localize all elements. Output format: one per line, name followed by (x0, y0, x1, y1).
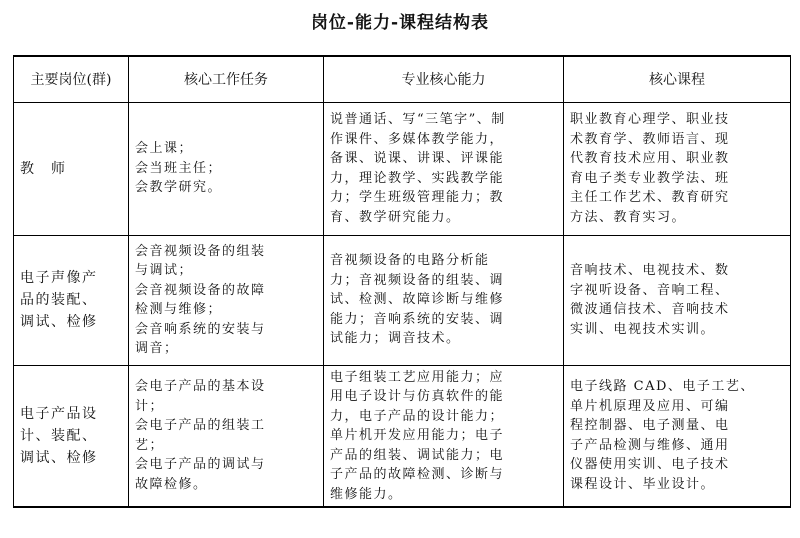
cell-line: 会电子产品的基本设 (135, 379, 266, 395)
cell-line: 微波通信技术、音响技术 (570, 302, 730, 317)
cell-line: 仪器使用实训、电子技术 (570, 457, 730, 473)
cell-line: 说普通话、写“三笔字”、制 (330, 112, 506, 127)
cell-line: 备课、说课、讲课、评课能 (330, 151, 505, 166)
cell-line: 方法、教育实习。 (570, 209, 687, 225)
cell-line: 计、装配、 (20, 427, 98, 444)
cell-line: 代教育技术应用、职业教 (570, 151, 730, 166)
cell-line: 调试、检修 (20, 449, 98, 466)
cell-line: 检测与维修； (135, 302, 223, 317)
post-cell (14, 365, 129, 507)
courses-cell (564, 365, 791, 507)
cell-line: 职业教育心理学、职业技 (570, 112, 730, 127)
cell-line: 力；音视频设备的组装、调 (330, 272, 505, 288)
header-abilities: 专业核心能力 (324, 56, 564, 102)
header-courses: 核心课程 (564, 56, 791, 102)
cell-line: 会音视频设备的故障 (135, 282, 266, 298)
cell-line: 能力；音响系统的安装、调 (330, 311, 505, 327)
table-row (14, 235, 791, 365)
courses-cell (564, 235, 791, 365)
cell-line: 故障检修。 (135, 476, 208, 492)
cell-line: 产品的组装、调试能力；电 (330, 447, 505, 463)
cell-line: 艺； (135, 437, 165, 453)
cell-line: 主任工作艺术、教育研究 (570, 190, 730, 205)
cell-line: 会音响系统的安装与 (135, 321, 266, 337)
cell-line: 电子线路 CAD、电子工艺、 (570, 379, 755, 395)
cell-line: 课程设计、毕业设计。 (570, 476, 716, 492)
abilities-cell (324, 235, 564, 365)
cell-line: 用电子设计与仿真软件的能 (330, 389, 505, 404)
cell-line: 会教学研究。 (135, 180, 223, 196)
cell-line: 会音视频设备的组装 (135, 243, 266, 259)
cell-line: 电子声像产 (20, 270, 98, 286)
cell-line: 子产品检测与维修、通用 (570, 437, 730, 453)
cell-line: 试、检测、故障诊断与维修 (330, 292, 505, 308)
header-tasks: 核心工作任务 (129, 56, 324, 102)
cell-line: 作课件、多媒体教学能力， (330, 131, 505, 147)
cell-line: 力，理论教学、实践教学能 (330, 170, 505, 186)
cell-line: 术教育学、教师语言、现 (570, 131, 730, 147)
cell-line: 育电子类专业教学法、班 (570, 170, 730, 186)
header-row (14, 56, 791, 102)
cell-line: 子产品的故障检测、诊断与 (330, 467, 505, 482)
page-title: 岗位-能力-课程结构表 (310, 13, 490, 33)
table-row (14, 102, 791, 235)
header-post: 主要岗位(群) (14, 56, 129, 102)
cell-line: 会电子产品的调试与 (135, 457, 266, 473)
cell-line: 单片机开发应用能力；电子 (330, 428, 505, 443)
cell-line: 维修能力。 (330, 486, 403, 502)
cell-line: 字视听设备、音响工程、 (570, 282, 730, 298)
cell-line: 单片机原理及应用、可编 (570, 398, 730, 414)
cell-line: 力；学生班级管理能力；教 (330, 190, 505, 205)
post-cell (14, 235, 129, 365)
table-row (14, 365, 791, 507)
cell-line: 调音； (135, 341, 179, 356)
cell-line: 育、教学研究能力。 (330, 209, 461, 225)
post-cell (14, 102, 129, 235)
structure-table (13, 55, 791, 508)
cell-line: 会上课； (135, 141, 194, 157)
abilities-cell (324, 365, 564, 507)
cell-line: 计； (135, 398, 165, 414)
cell-line: 电子产品设 (20, 405, 98, 422)
cell-line: 试能力；调音技术。 (330, 331, 461, 347)
cell-line: 音响技术、电视技术、数 (570, 263, 730, 278)
cell-line: 会电子产品的组装工 (135, 418, 266, 434)
tasks-cell (129, 102, 324, 235)
cell-line: 调试、检修 (20, 314, 98, 330)
tasks-cell (129, 365, 324, 507)
abilities-cell (324, 102, 564, 235)
cell-line: 力，电子产品的设计能力； (330, 408, 505, 424)
cell-line: 电子组装工艺应用能力；应 (330, 369, 505, 385)
cell-line: 与调试； (135, 263, 194, 278)
cell-line: 实训、电视技术实训。 (570, 321, 716, 337)
cell-line: 教 师 (20, 160, 67, 177)
cell-line: 程控制器、电子测量、电 (570, 418, 730, 434)
courses-cell (564, 102, 791, 235)
cell-line: 音视频设备的电路分析能 (330, 253, 490, 269)
cell-line: 会当班主任； (135, 160, 223, 176)
cell-line: 品的装配、 (20, 292, 98, 308)
tasks-cell (129, 235, 324, 365)
